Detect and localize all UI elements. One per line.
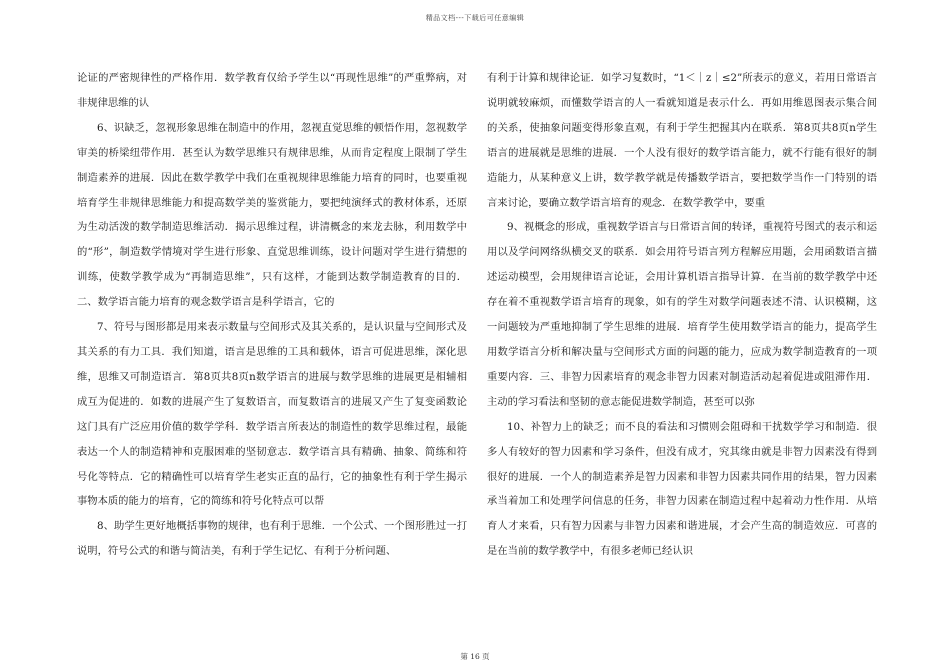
paragraph: 8、助学生更好地概括事物的规律，也有利于思维．一个公式、一个图形胜过一打说明，符号公式的和谐与简洁美，有利于学生记忆、有利于分析问题、 xyxy=(77,520,467,558)
left-column xyxy=(77,66,467,564)
paragraph: 9、视概念的形成，重视数学语言与日常语言间的转译，重视符号图式的表示和运用以及学问网络纵横交叉的联系．如会用符号语言列方程解应用题，会用函数语言描述运动模型，会用规律语言论证，会用计算机语言指导计算．在当前的数学教学中还存在着不重视数学语言培育的现象，如有的学生对数学问题表述不清、认识模糊，这一问题较为严重地抑制了学生思维的进展．培育学生使用数学语言的能力，提高学生用数学语言分析和解决量与空间形式方面的问题的能力，应成为数学制造教育的一项重要内容．三、非智力因素培育的观念非智力因素对制造活动起着促进或阻滞作用．主动的学习看法和坚韧的意志能促进数学制造，甚至可以弥 xyxy=(487,221,877,408)
right-column xyxy=(487,66,877,564)
page-number: 第 16 页 xyxy=(460,652,490,661)
paragraph: 有利于计算和规律论证．如学习复数时，“1＜｜z｜≤2”所表示的意义，若用日常语言说明就较麻烦，而懂数学语言的人一看就知道是表示什么．再如用维恩图表示集合间的关系，使抽象问题变得形象直观，有利于学生把握其内在联系．第8页共8页n学生语言的进展就是思维的进展．一个人没有很好的数学语言能力，就不行能有很好的制造能力，从某种意义上讲，数学教学就是传播数学语言，要把数学当作一门特别的语言来讨论，要确立数学语言培育的观念．在数学教学中，要重 xyxy=(487,72,877,209)
paragraph: 10、补智力上的缺乏；而不良的看法和习惯则会阻碍和干扰数学学习和制造．很多人有较好的智力因素和学习条件，但没有成才，究其缘由就是非智力因素没有得到很好的进展．一个人的制造素养是智力因素和非智力因素共同作用的结果，智力因素承当着加工和处理学问信息的任务，非智力因素在制造过程中起着动力性作用．从培育人才来看，只有智力因素与非智力因素和谐进展，才会产生高的制造效应．可喜的是在当前的数学教学中，有很多老师已经认识 xyxy=(487,420,877,558)
page-header: 精品文档---下载后可任意编辑 xyxy=(425,14,525,22)
paragraph: 论证的严密规律性的严格作用．数学教育仅给予学生以“再现性思维”的严重弊病，对非规律思维的认 xyxy=(77,72,467,109)
paragraph: 6、识缺乏，忽视形象思维在制造中的作用，忽视直觉思维的顿悟作用，忽视数学审美的桥梁纽带作用．甚至认为数学思维只有规律思维，从而肯定程度上限制了学生制造素养的进展．因此在数学教学中我们在重视规律思维能力培育的同时，也要重视培育学生非规律思维能力和提高数学美的鉴赏能力，要把纯演绎式的教材体系，还原为生动活泼的数学制造思维活动．揭示思维过程，讲清概念的来龙去脉，利用数学中的“形”，制造数学情境对学生进行形象、直觉思维训练，设计问题对学生进行猜想的训练，使数学教学成为“再制造思维”，只有这样，才能到达数学制造教育的目的．二、数学语言能力培育的观念数学语言是科学语言，它的 xyxy=(77,121,467,309)
paragraph: 7、符号与图形都是用来表示数量与空间形式及其关系的，是认识量与空间形式及其关系的有力工具．我们知道，语言是思维的工具和载体，语言可促进思维，深化思维，思维又可制造语言．第8页共8页n数学语言的进展与数学思维的进展更是相辅相成互为促进的．如数的进展产生了复数语言，而复数语言的进展又产生了复变函数论这门具有广泛应用价值的数学学科．数学语言所表达的制造性的数学思维过程，最能表达一个人的制造精神和克服困难的坚韧意志．数学语言具有精确、抽象、简练和符号化等特点．它的精确性可以培育学生老实正直的品行，它的抽象性有利于学生揭示事物本质的能力的培育，它的简练和符号化特点可以帮 xyxy=(77,321,467,508)
